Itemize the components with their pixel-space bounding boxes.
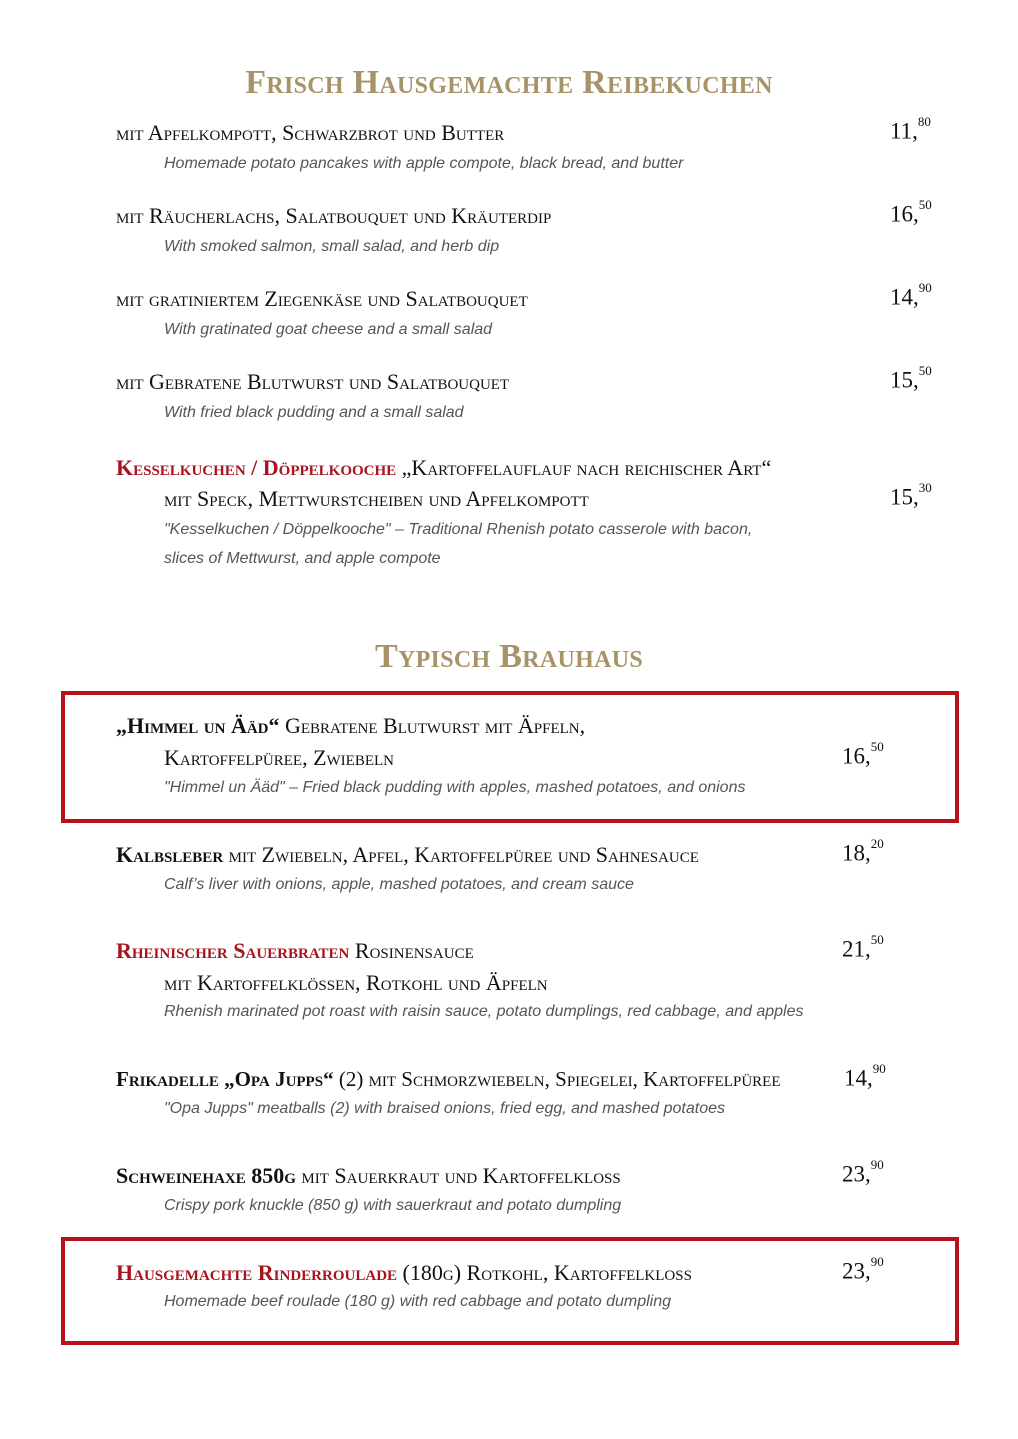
menu-item-description: "Opa Jupps" meatballs (2) with braised onions, fried egg, and mashed potatoes bbox=[164, 1100, 726, 1117]
menu-item-price: 16,50 bbox=[842, 739, 884, 769]
menu-item-name: mit gratiniertem Ziegenkäse und Salatbouquet bbox=[116, 286, 528, 311]
menu-item-description: Homemade beef roulade (180 g) with red cabbage and potato dumpling bbox=[164, 1293, 671, 1310]
menu-item-name-highlight: Kalbsleber bbox=[116, 842, 224, 867]
menu-item-description: Calf’s liver with onions, apple, mashed potatoes, and cream sauce bbox=[164, 876, 634, 893]
menu-item-description: With fried black pudding and a small salad bbox=[164, 404, 464, 421]
menu-item-description: With smoked salmon, small salad, and herb dip bbox=[164, 238, 500, 255]
menu-item-price: 18,20 bbox=[842, 836, 884, 866]
menu-item-description: Crispy pork knuckle (850 g) with sauerkraut and potato dumpling bbox=[164, 1197, 622, 1214]
section-title-brauhaus: Typisch Brauhaus bbox=[374, 638, 643, 675]
menu-item-name: mit Gebratene Blutwurst und Salatbouquet bbox=[116, 369, 510, 394]
menu-item-price: 15,50 bbox=[890, 363, 932, 393]
menu-item-name: Kesselkuchen / Döppelkooche „Kartoffelauflauf nach reichischer Art“ bbox=[116, 455, 772, 480]
menu-item-name: Schweinehaxe 850g mit Sauerkraut und Kartoffelkloß bbox=[116, 1163, 621, 1188]
menu-item-price: 23,90 bbox=[842, 1254, 884, 1284]
menu-item-description: Homemade potato pancakes with apple compote, black bread, and butter bbox=[164, 155, 684, 172]
menu-item-price: 14,90 bbox=[844, 1061, 886, 1091]
menu-item-name: „Himmel un Ääd“ Gebratene Blutwurst mit Äpfeln, bbox=[116, 713, 586, 738]
menu-item-name-highlight: Frikadelle „Opa Jupps“ bbox=[116, 1067, 334, 1091]
highlight-box bbox=[61, 1237, 959, 1345]
menu-item-description: "Himmel un Ääd" – Fried black pudding with apples, mashed potatoes, and onions bbox=[164, 779, 746, 796]
menu-item-description-continued: slices of Mettwurst, and apple compote bbox=[164, 550, 441, 567]
menu-item-description: Rhenish marinated pot roast with raisin sauce, potato dumplings, red cabbage, and apples bbox=[164, 1003, 804, 1020]
menu-item-name: Rheinischer Sauerbraten Rosinensauce bbox=[116, 938, 474, 963]
menu-item-name: mit Räucherlachs, Salatbouquet und Kräuterdip bbox=[116, 203, 552, 228]
menu-item-price: 11,80 bbox=[890, 114, 931, 144]
menu-item-name-highlight: Schweinehaxe 850g bbox=[116, 1163, 296, 1188]
section-title-reibekuchen: Frisch Hausgemachte Reibekuchen bbox=[245, 64, 773, 101]
menu-item-name: mit Apfelkompott, Schwarzbrot und Butter bbox=[116, 120, 505, 145]
menu-item-name-highlight: Kesselkuchen / Döppelkooche bbox=[116, 455, 397, 480]
menu-item-name-highlight: Rheinischer Sauerbraten bbox=[116, 938, 350, 963]
menu-item-price: 15,30 bbox=[890, 480, 932, 510]
menu-item-price: 16,50 bbox=[890, 197, 932, 227]
menu-item-name-highlight: Hausgemachte Rinderroulade bbox=[116, 1260, 398, 1285]
menu-item-name: Hausgemachte Rinderroulade (180g) Rotkohl, Kartoffelkloß bbox=[116, 1260, 692, 1285]
menu-item-name-continued: Kartoffelpüree, Zwiebeln bbox=[164, 745, 394, 770]
menu-item-description: With gratinated goat cheese and a small salad bbox=[164, 321, 493, 338]
menu-item-description: "Kesselkuchen / Döppelkooche" – Traditional Rhenish potato casserole with bacon, bbox=[164, 521, 753, 538]
menu-item-name: Frikadelle „Opa Jupps“ (2) mit Schmorzwiebeln, Spiegelei, Kartoffelpüree bbox=[116, 1067, 781, 1091]
menu-item-price: 21,50 bbox=[842, 932, 884, 962]
menu-item-name: Kalbsleber mit Zwiebeln, Apfel, Kartoffelpüree und Sahnesauce bbox=[116, 842, 699, 867]
menu-item-name-continued: mit Kartoffelklößen, Rotkohl und Äpfeln bbox=[164, 970, 548, 995]
menu-item-name-continued: mit Speck, Mettwurstcheiben und Apfelkompott bbox=[164, 486, 589, 511]
menu-item-price: 14,90 bbox=[890, 280, 932, 310]
menu-item-name-highlight: „Himmel un Ääd“ bbox=[116, 713, 280, 738]
menu-item-price: 23,90 bbox=[842, 1157, 884, 1187]
